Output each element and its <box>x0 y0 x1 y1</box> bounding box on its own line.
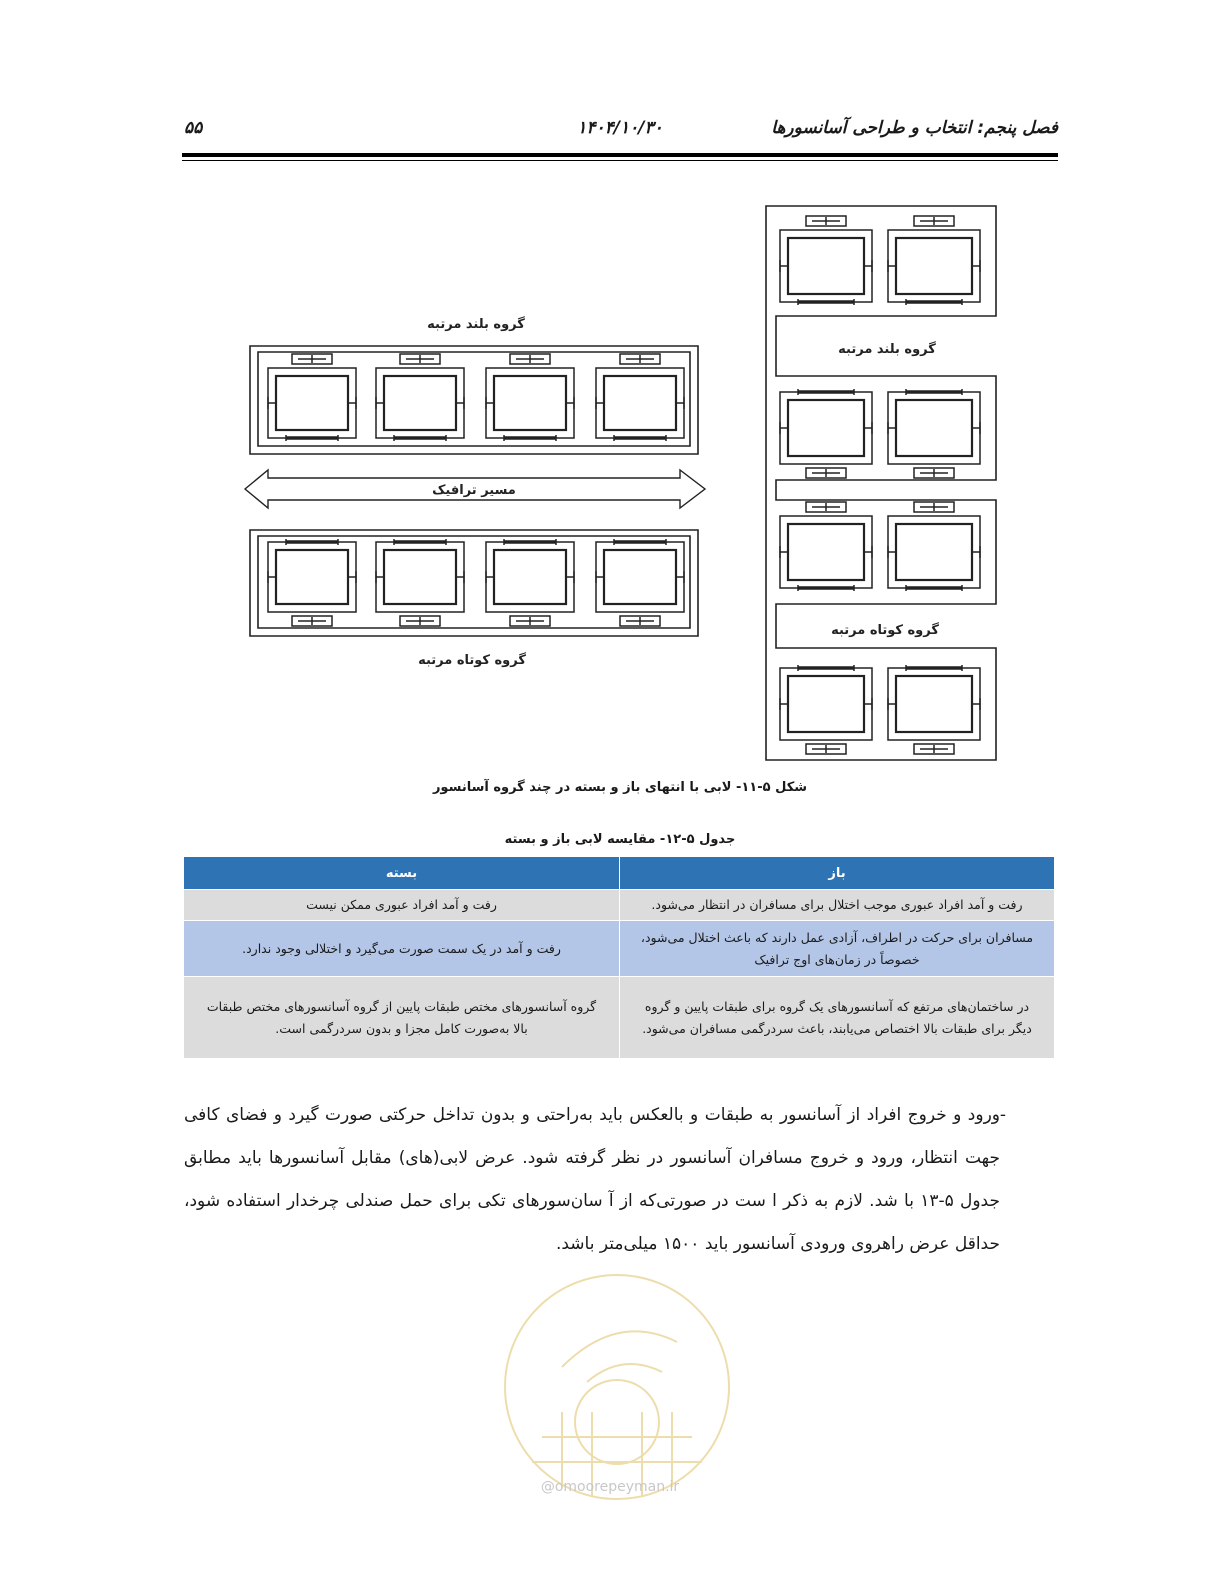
table-header-row <box>184 857 1055 890</box>
elevator-car <box>268 354 356 441</box>
elevator-cars <box>268 216 980 754</box>
right-low-rise-label: گروه کوتاه مرتبه <box>831 623 939 638</box>
cell-closed: گروه آسانسورهای مختص طبقات پایین از گروه آسانسورهای مختص طبقات بالا به‌صورت کامل مجزا و بدون سردرگمی است. <box>184 977 620 1059</box>
cell-open: در ساختمان‌های مرتفع که آسانسورهای یک گروه برای طبقات پایین و گروه دیگر برای طبقات بالا اختصاص می‌یابند، باعث سردرگمی مسافران می‌شود. <box>620 977 1055 1059</box>
bullet-dash: - <box>999 1105 1006 1125</box>
watermark-gear-icon <box>575 1380 659 1464</box>
cell-open: رفت و آمد افراد عبوری موجب اختلال برای مسافران در انتظار می‌شود. <box>620 890 1055 921</box>
elevator-car <box>486 539 574 626</box>
cell-closed: رفت و آمد افراد عبوری ممکن نیست <box>184 890 620 921</box>
elevator-car <box>268 539 356 626</box>
chapter-title: فصل پنجم: انتخاب و طراحی آسانسورها <box>771 118 1058 138</box>
elevator-car <box>780 216 872 305</box>
elevator-car <box>780 665 872 754</box>
elevator-car <box>376 539 464 626</box>
left-high-rise-label: گروه بلند مرتبه <box>427 317 525 332</box>
lobby-figure <box>0 0 1224 780</box>
watermark-url: @omoorepeyman.ir <box>540 1479 680 1495</box>
traffic-path-label: مسیر ترافیک <box>432 483 516 498</box>
elevator-car <box>486 354 574 441</box>
table-row <box>184 890 1055 921</box>
table-row <box>184 977 1055 1059</box>
elevator-car <box>888 389 980 478</box>
figure-caption: شکل ۵-۱۱- لابی با انتهای باز و بسته در چند گروه آسانسور <box>432 780 808 795</box>
watermark-logo <box>502 1272 732 1502</box>
cell-closed: رفت و آمد در یک سمت صورت می‌گیرد و اختلالی وجود ندارد. <box>184 921 620 977</box>
elevator-car <box>780 502 872 591</box>
elevator-car <box>596 539 684 626</box>
table-caption: جدول ۵-۱۲- مقایسه لابی باز و بسته <box>504 832 736 847</box>
cell-open: مسافران برای حرکت در اطراف، آزادی عمل دارند که باعث اختلال می‌شود، خصوصاً در زمان‌های اوج ترافیک <box>620 921 1055 977</box>
header-date: ۱۴۰۴/۱۰/۳۰ <box>577 118 663 138</box>
elevator-car <box>888 502 980 591</box>
elevator-car <box>888 216 980 305</box>
watermark-ring <box>505 1275 729 1499</box>
elevator-car <box>888 665 980 754</box>
left-low-rise-label: گروه کوتاه مرتبه <box>418 653 526 668</box>
body-paragraph: ورود و خروج افراد از آسانسور به طبقات و بالعکس باید به‌راحتی و بدون تداخل حرکتی صورت گیرد و فضای کافی جهت انتظار، ورود و خروج مسافران آسانسور در نظر گرفته شود. عرض لابی(های) مقابل آسانسورها باید مطابق جدول ۵-۱۳ با شد. لازم به ذکر ا ست در صورتی‌که از آ سان‌سورهای تکی برای حمل صندلی چرخدار استفاده شود، حداقل عرض راهروی ورودی آسانسور باید ۱۵۰۰ میلی‌متر باشد. <box>184 1105 1000 1254</box>
watermark-script-icon <box>562 1331 677 1382</box>
header-open: باز <box>620 857 1055 890</box>
right-high-rise-label: گروه بلند مرتبه <box>838 342 936 357</box>
header-closed: بسته <box>184 857 620 890</box>
table-row <box>184 921 1055 977</box>
elevator-car <box>376 354 464 441</box>
elevator-car <box>780 389 872 478</box>
comparison-table <box>183 856 1055 1059</box>
page-number: ۵۵ <box>184 118 203 138</box>
elevator-car <box>596 354 684 441</box>
lobby-walls <box>245 206 996 760</box>
